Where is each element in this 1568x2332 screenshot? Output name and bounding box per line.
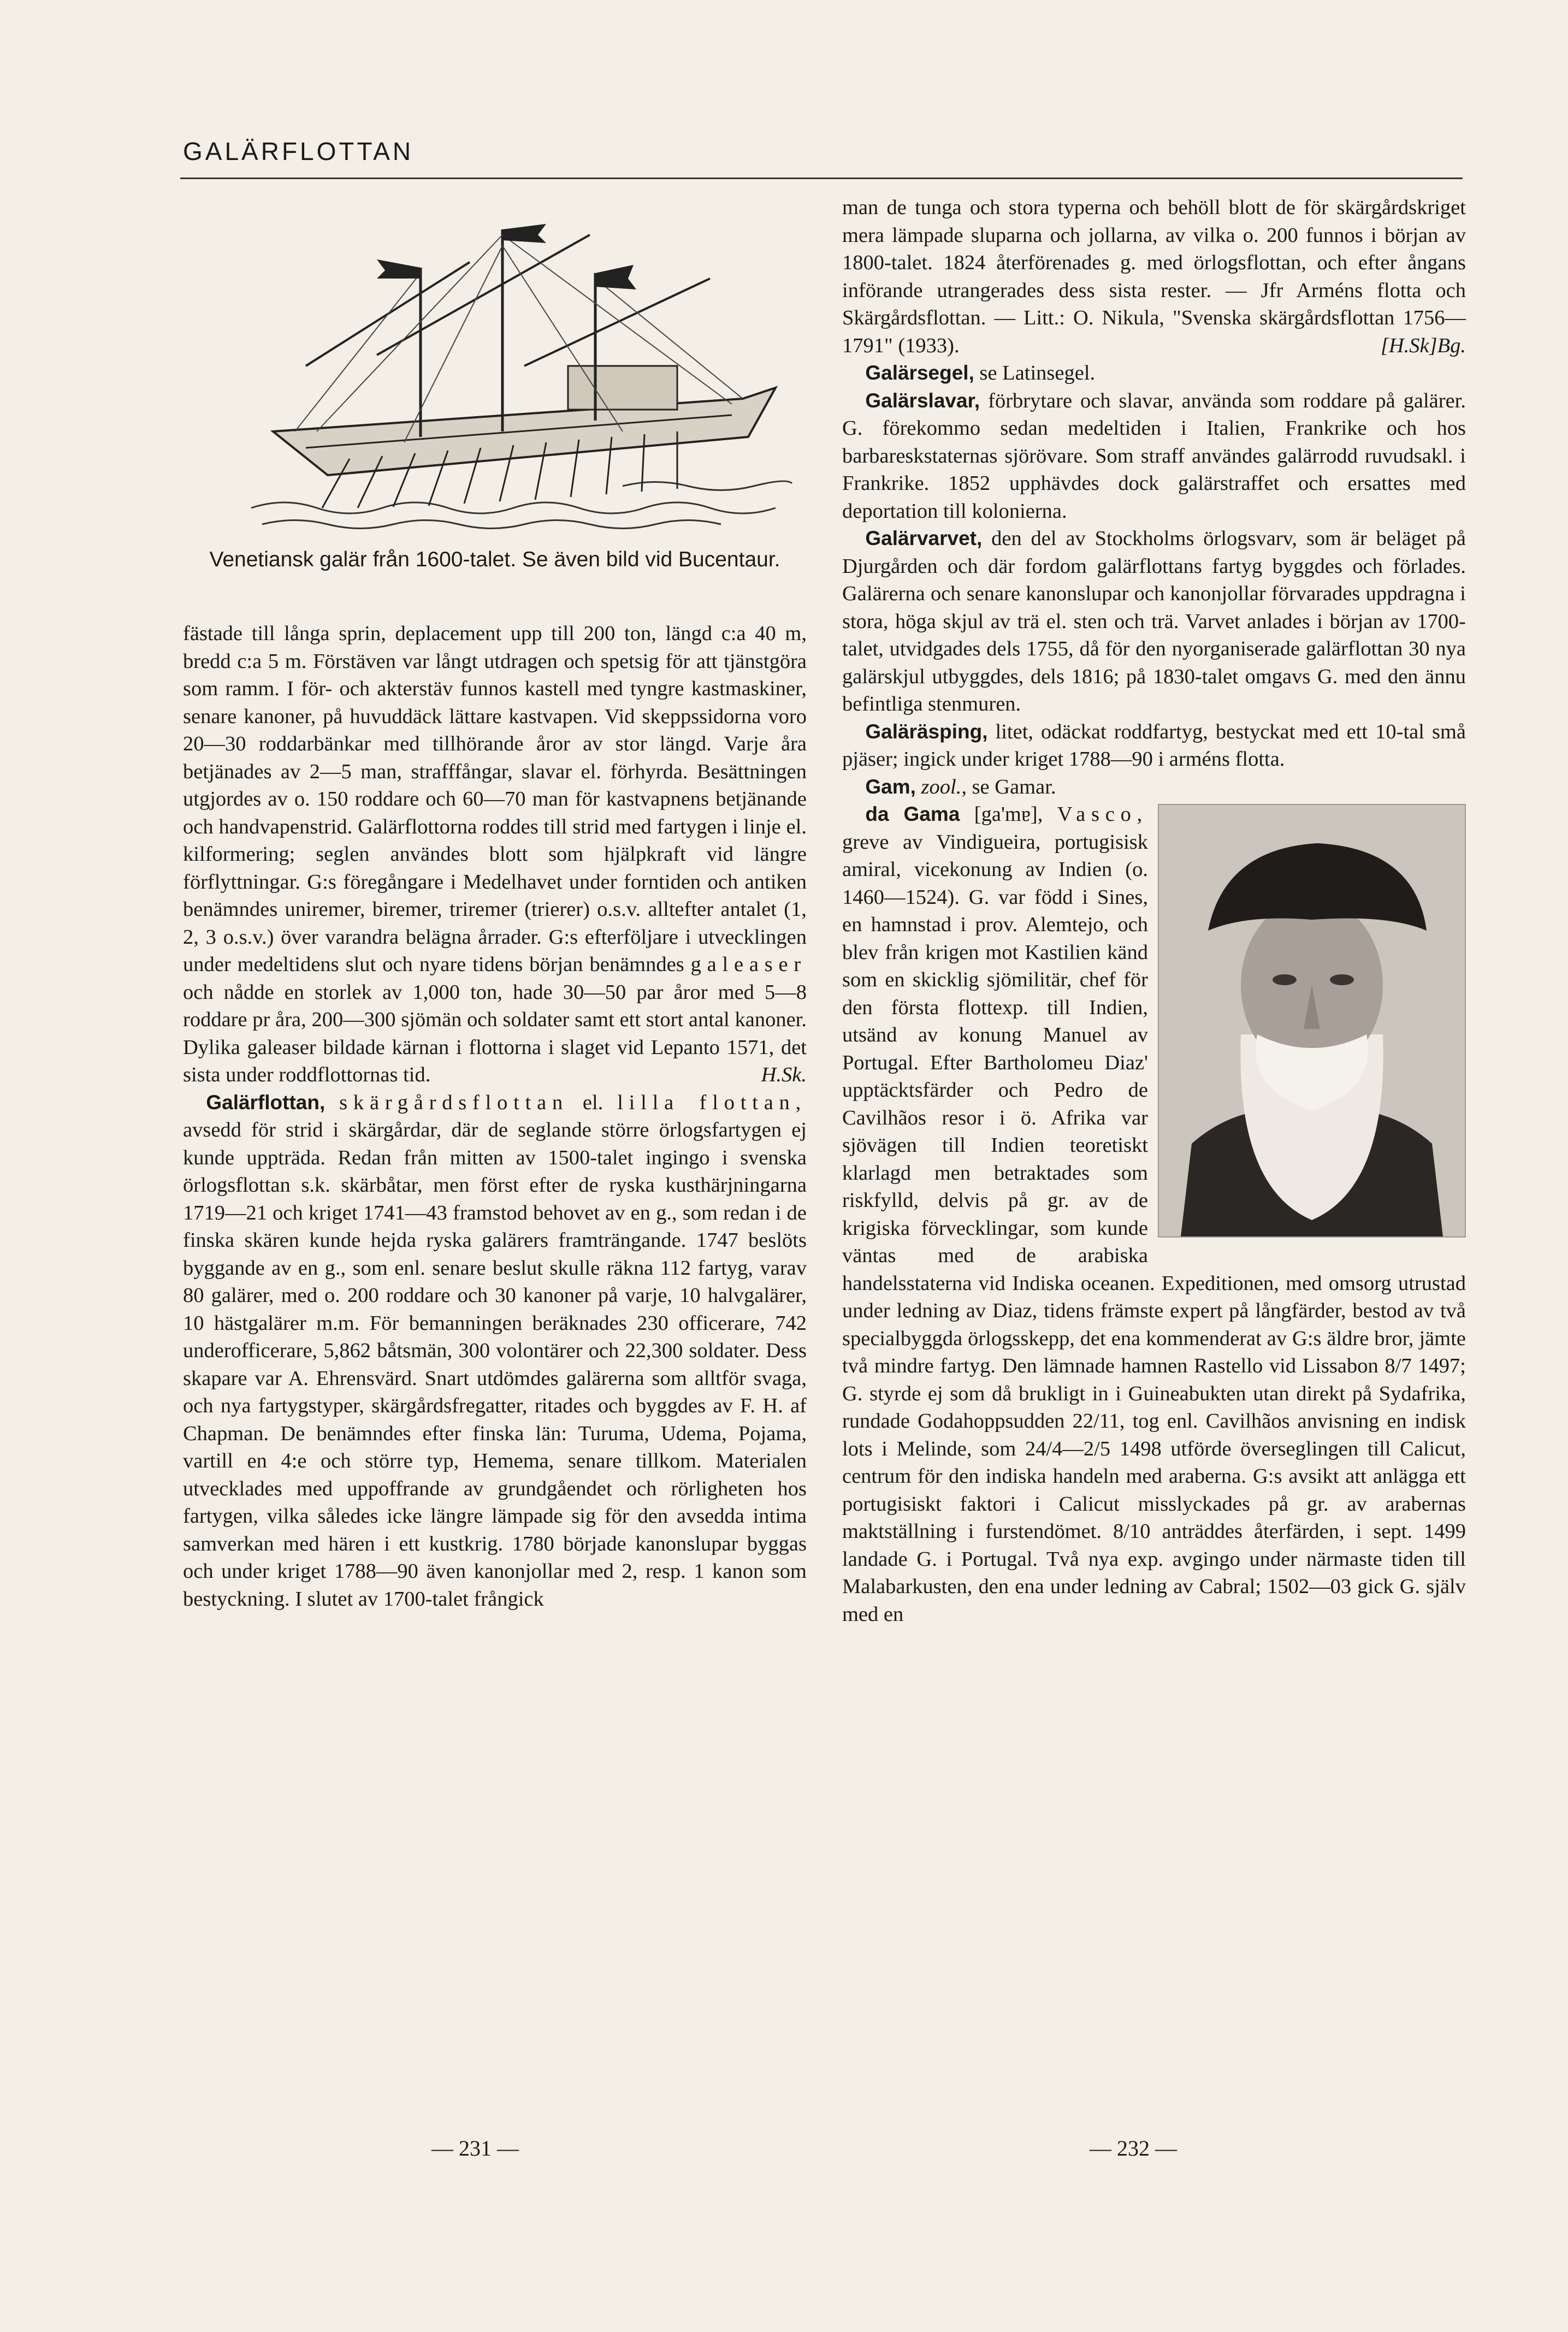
running-header: GALÄRFLOTTAN	[183, 137, 414, 165]
figure-caption: Venetiansk galär från 1600-talet. Se även bild vid Bucentaur.	[209, 548, 780, 571]
entry-headword: Galärvarvet,	[865, 527, 983, 549]
page-number-right: — 232 —	[1090, 2136, 1177, 2161]
spaced-term: lilla flottan,	[617, 1091, 807, 1114]
entry-headword: Galärflottan,	[206, 1091, 326, 1114]
entry-galarslavar	[842, 387, 1466, 525]
entry-galarvarvet	[842, 525, 1466, 718]
paragraph-galley-continued	[183, 620, 807, 1089]
page-number-left: — 231 —	[431, 2136, 519, 2161]
text: förbrytare och slavar, använda som roddare på galärer. G. förekommo sedan medeltiden i Italien, Frankrike och hos barbareskstaternas sjörövare. Som straff användes galärrodd ruvudsakl. i Frankrike. 1852 upphävdes dock galärstraffet och ersattes med deportation till kolonierna.	[842, 389, 1466, 523]
entry-headword: Galäräsping,	[865, 720, 988, 743]
text: den del av Stockholms örlogsvarv, som är beläget på Djurgården och där fordom galärflottans fartyg byggdes och förlades. Galärerna och senare kanonslupar och kanonjollar förvarades uppdragna i stora, höga skjul av trä el. sten och trä. Varvet anlades i början av 1700-talet, utvidgades dels 1755, då för den nyorganiserade galärflottan 30 nya galärskjul utbyggdes, dels 1816; på 1830-talet omgavs G. med den ännu befintliga stenmuren.	[842, 527, 1466, 715]
text: se Gamar.	[972, 775, 1056, 798]
entry-headword: Galärsegel,	[865, 362, 974, 384]
pronunciation: [ga'mɐ],	[974, 803, 1043, 826]
entry-galarasping	[842, 718, 1466, 773]
right-column	[842, 194, 1466, 1628]
text: och nådde en storlek av 1,000 ton, hade 30—50 par åror med 5—8 roddare pr åra, 200—300 sjömän och soldater samt ett stort antal kanoner. Dylika galeaser bildade kärnan i flottorna i slaget vid Lepanto 1571, det sista under roddflottornas tid.	[183, 980, 807, 1086]
text: man de tunga och stora typerna och behöll blott de för skärgårdskriget mera lämpade sluparna och jollarna, av vilka o. 200 funnos i början av 1800-talet. 1824 återförenades g. med örlogsflottan, och efter ångans införande utrangerades dess sista rester. — Jfr Arméns flotta och Skärgårdsflottan. — Litt.: O. Nikula, "Svenska skärgårdsflottan 1756—1791" (1933).	[842, 196, 1466, 357]
author-signature: [H.Sk]Bg.	[1380, 334, 1466, 357]
entry-gam	[842, 773, 1466, 801]
spaced-term: skärgårdsflottan	[339, 1091, 569, 1114]
text: fästade till långa sprin, deplacement upp till 200 ton, längd c:a 40 m, bredd c:a 5 m. Förstäven var långt utdragen och spetsig för att tjänstgöra som ramm. I för- och akterstäv funnos kastell med tyngre kastmaskiner, senare kanoner, på huvuddäck lättare kastvapen. Vid skeppssidorna voro 20—30 roddarbänkar med tillhörande åror av stor längd. Varje åra betjänades av 2—5 man, strafffångar, slavar el. förhyrda. Besättningen utgjordes av o. 150 roddare och 60—70 man för kastvapnens betjänande och handvapenstrid. Galärflottorna roddes till strid med fartygen i linje el. kilformering; seglen användes blott som hjälpkraft vid längre förflyttningar. G:s föregångare i Medelhavet under forntiden och antiken benämndes uniremer, biremer, triremer (trierer) o.s.v. alltefter antalet (1, 2, 3 o.s.v.) över varandra belägna årrader. G:s efterföljare i utvecklingen under medeltidens slut och nyare tidens början benämndes	[183, 622, 807, 976]
entry-headword: Galärslavar,	[865, 389, 980, 412]
galley-illustration	[240, 202, 803, 541]
entry-galarsegel	[842, 359, 1466, 387]
vasco-da-gama-portrait	[1158, 804, 1466, 1238]
spaced-term: Vasco,	[1057, 803, 1149, 826]
left-column	[183, 620, 807, 1613]
entry-galarflottan	[183, 1089, 807, 1613]
text: avsedd för strid i skärgårdar, där de seglande större örlogsfartygen ej kunde uppträda. Redan från mitten av 1500-talet ingingo i svenska örlogsflottan s.k. skärbåtar, men först efter de ryska kusthärjningarna 1719—21 och kriget 1741—43 framstod behovet av en g., som redan i de finska skären kunde hejda ryska galärers framträngande. 1747 beslöts byggande av en g., som enl. senare beslut skulle räkna 112 fartyg, varav 80 galärer, med o. 200 roddare och 30 kanoner på varje, 10 halvgalärer, 10 hästgalärer m.m. För bemanningen beräknades 230 officerare, 742 underofficerare, 5,862 båtsmän, 300 volontärer och 22,300 soldater. Dess skapare var A. Ehrensvärd. Snart utdömdes galärerna som alltför svaga, och nya fartygstyper, skärgårdsfregatter, ritades och byggdes av F. H. af Chapman. De benämndes efter finska län: Turuma, Udema, Pojama, vartill en 4:e och större typ, Hemema, senare tillkom. Materialen utvecklades med uppoffrande av grundgåendet och rörligheten hos fartygen, vilka således icke längre lämpade sig för den avsedda intima samverkan med hären i ett kustkrig. 1780 började kanonslupar byggas och under kriget 1788—90 även kanonjollar med 2, resp. 1 kanon som bestyckning. I slutet av 1700-talet frångick	[183, 1118, 807, 1611]
text: greve av Vindigueira, portugisisk amiral, vicekonung av Indien (o. 1460—1524). G. var född i Sines, en hamnstad i prov. Alemtejo, och blev från krigen mot Kastilien känd som en skicklig sjömilitär, chef för den första flottexp. till Indien, utsänd av konung Manuel av Portugal. Efter Bartholomeu Diaz' upptäcktsfärder och Pedro de Cavilhãos resor i ö. Afrika var sjövägen till Indien teoretiskt klarlagd men betraktades som riskfylld, delvis på gr. av de krigiska förvecklingar, som kunde väntas med de arabiska handelsstaterna vid Indiska oceanen. Expeditionen, med omsorg utrustad under ledning av Diaz, tidens främste expert på långfärder, bestod av två specialbyggda örlogsskepp, det ena kommenderat av G:s äldre bror, jämte två mindre fartyg. Den lämnade hamnen Rastello vid Lissabon 8/7 1497; G. styrde ej som då brukligt in i Guineabukten utan direkt på Sydafrika, rundade Godahoppsudden 22/11, tog enl. Cavilhãos anvisning en indisk lots i Melinde, som 24/4—2/5 1498 utförde överseglingen till Calicut, centrum för den indiska handeln med araberna. G:s avsikt att anlägga ett portugisiskt faktori i Calicut misslyckades på gr. av arabernas maktställning i furstendömet. 8/10 anträddes återfärden, i sept. 1499 landade G. i Portugal. Två nya exp. avgingo under närmaste tiden till Malabarkusten, den ena under ledning av Cabral; 1502—03 gick G. själv med en	[842, 830, 1466, 1626]
author-signature: H.Sk.	[761, 1063, 807, 1086]
paragraph-galarflottan-continued	[842, 194, 1466, 359]
spaced-term: galeaser	[690, 953, 807, 976]
entry-da-gama	[842, 801, 1466, 1628]
text: litet, odäckat roddfartyg, bestyckat med ett 10-tal små pjäser; ingick under kriget 1788—90 i arméns flotta.	[842, 720, 1466, 771]
entry-headword: da Gama	[865, 803, 960, 825]
italic-term: zool.,	[921, 775, 967, 798]
text: se Latinsegel.	[979, 362, 1096, 384]
header-rule	[180, 177, 1463, 179]
text: el.	[582, 1091, 603, 1114]
entry-headword: Gam,	[865, 775, 916, 798]
